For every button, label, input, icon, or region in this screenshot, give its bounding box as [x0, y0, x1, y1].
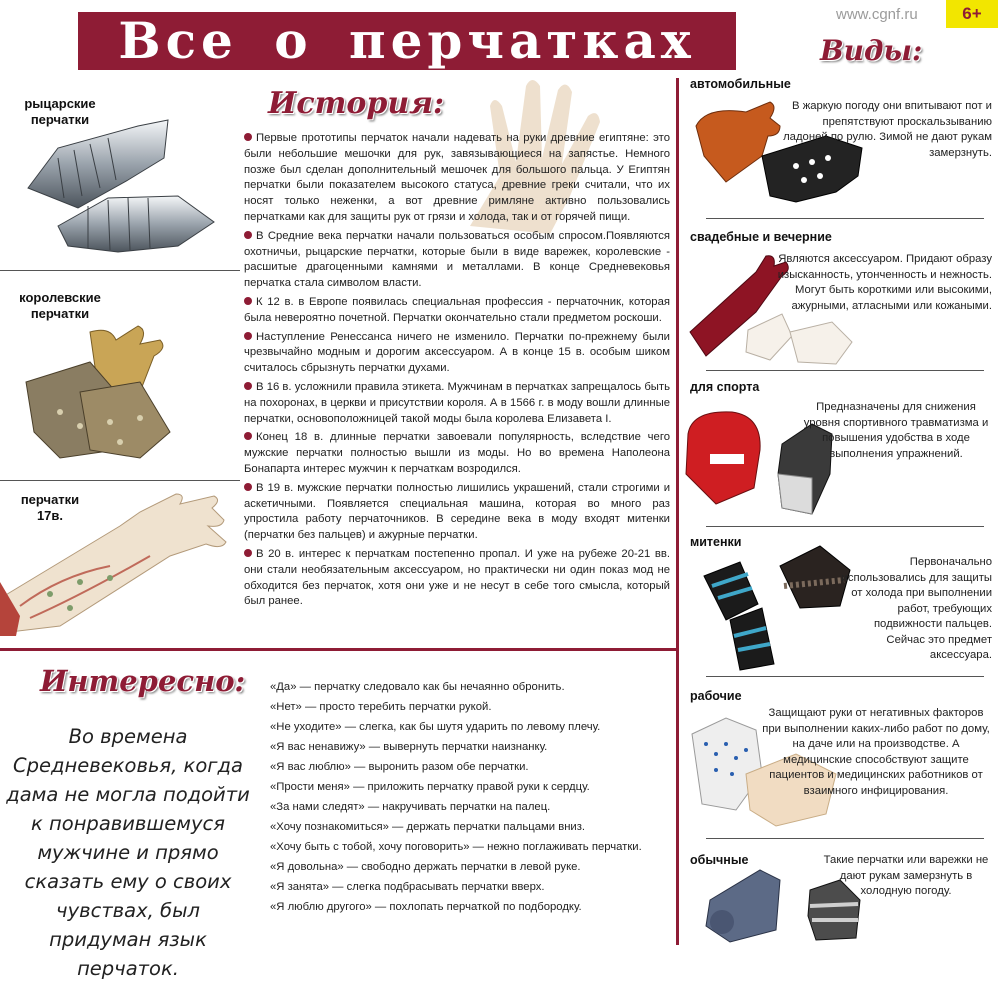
type-desc-regular: Такие перчатки или варежки не дают рукам замерзнуть в холодную погоду.: [823, 854, 989, 897]
glove-language-list: [270, 677, 668, 917]
type-divider: [706, 676, 984, 677]
list-item: «Хочу быть с тобой, хочу поговорить» — нежно поглаживать перчатки.: [270, 841, 642, 853]
interesting-lead: Во времена Средневековья, когда дама не могла подойти к понравившемуся мужчине и прямо сказать ему о своих чувствах, был придуман язык перчаток.: [6, 725, 250, 980]
bullet-icon: [244, 297, 252, 305]
history-paragraph: Конец 18 в. длинные перчатки завоевали популярность, вследствие чего мужские перчатки полностью вышли из моды. Но во времена Наполеона Бонапарта интерес мужчин к перчаткам возродился.: [244, 431, 670, 475]
type-title-sport: для спорта: [690, 380, 760, 394]
types-heading: Виды:: [820, 34, 923, 67]
type-title-work: рабочие: [690, 689, 742, 703]
history-heading: История:: [268, 86, 445, 121]
bullet-icon: [244, 382, 252, 390]
age-rating-badge: 6+: [946, 0, 998, 28]
list-item: «Не уходите» — слегка, как бы шутя ударить по левому плечу.: [270, 721, 601, 733]
knight-gloves-image: [18, 118, 218, 256]
list-item: «Прости меня» — приложить перчатку правой руки к сердцу.: [270, 781, 590, 793]
type-title-mittens: митенки: [690, 535, 742, 549]
royal-gloves-image: [20, 322, 180, 462]
type-desc-automotive: В жаркую погоду они впитывают пот и препятствуют проскальзыванию ладоней по рулю. Зимой не дают рукам замерзнуть.: [783, 100, 992, 159]
type-divider: [706, 526, 984, 527]
bullet-icon: [244, 231, 252, 239]
list-item: «Я занята» — слегка подбрасывать перчатки вверх.: [270, 881, 545, 893]
bullet-icon: [244, 549, 252, 557]
history-text: [244, 131, 670, 613]
list-item: «Я довольна» — свободно держать перчатки в левой руке.: [270, 861, 581, 873]
site-url[interactable]: www.cgnf.ru: [836, 6, 918, 23]
list-item: «Я вас люблю» — выронить разом обе перчатки.: [270, 761, 529, 773]
type-title-regular: обычные: [690, 853, 749, 867]
type-desc-wedding: Являются аксессуаром. Придают образу изысканность, утонченность и нежность. Могут быть короткими или высокими, ажурными, атласными или кожаными.: [777, 253, 992, 312]
type-divider: [706, 838, 984, 839]
type-title-wedding: свадебные и вечерние: [690, 230, 832, 244]
type-title-automotive: автомобильные: [690, 77, 791, 91]
history-paragraph: В Средние века перчатки начали пользоваться особым спросом.Появляются охотничьи, рыцарские перчатки, которые были в виде варежек, королевские - расшитые драгоценными камнями и металлами. В конце Средневековья перчатка стала символом власти.: [244, 229, 670, 290]
history-paragraph: Наступление Ренессанса ничего не изменило. Перчатки по-прежнему были чрезвычайно модным и дорогим аксессуаром. А в конце 15 в. особым шиком считалось сбрызнуть перчатки духами.: [244, 330, 670, 375]
column-divider: [676, 78, 679, 945]
section-divider: [0, 648, 676, 651]
history-paragraph: В 20 в. интерес к перчаткам постепенно пропал. И уже на рубеже 20-21 вв. они стали необязательным аксессуаром, но практически ни один показ мод не обходится без перчаток, хотя они уже и не несут в себе того смысла, который был ранее.: [244, 547, 670, 608]
type-divider: [706, 218, 984, 219]
page-title: Все о перчатках: [78, 12, 736, 70]
type-divider: [706, 370, 984, 371]
list-item: «Я вас ненавижу» — вывернуть перчатки наизнанку.: [270, 741, 548, 753]
list-item: «Я люблю другого» — похлопать перчаткой по подбородку.: [270, 901, 582, 913]
type-desc-mittens: Первоначально использовались для защиты от холода при выполнении работ, требующих подвижности пальцев. Сейчас это предмет аксессуара.: [841, 556, 992, 661]
type-desc-work: Защищают руки от негативных факторов при выполнении каких-либо работ по дому, на даче или на производстве. А медицинские способствуют защите пациентов и медицинских работников от взаимного инфицирования.: [762, 707, 990, 797]
royal-gloves-label: королевские перчатки: [19, 290, 101, 321]
gallery-divider: [0, 270, 240, 271]
list-item: «Хочу познакомиться» — держать перчатки пальцами вниз.: [270, 821, 586, 833]
gloves-17th-century-label: перчатки 17в.: [20, 492, 80, 523]
list-item: «За нами следят» — накручивать перчатки на палец.: [270, 801, 551, 813]
bullet-icon: [244, 483, 252, 491]
bullet-icon: [244, 133, 252, 141]
interesting-heading: Интересно:: [40, 664, 246, 698]
type-desc-sport: Предназначены для снижения уровня спортивного травматизма и повышения удобства в ходе выполнения упражнений.: [803, 401, 989, 460]
history-paragraph: В 16 в. усложнили правила этикета. Мужчинам в перчатках запрещалось быть на похоронах, в церкви и присутствии короля. А в 1566 г. в моду вошли длинные перчатки, основоположницей такой моды была королева Елизавета I.: [244, 380, 670, 425]
history-paragraph: В 19 в. мужские перчатки полностью лишились украшений, стали строгими и аскетичными. Появляется специальная машина, которая во много раз упростила работу перчаточников. В середине века в моду входят митенки (перчатки без пальцев) и ажурные перчатки.: [244, 481, 670, 542]
knight-gloves-label: рыцарские перчатки: [24, 96, 96, 127]
gallery-divider: [0, 480, 240, 481]
bullet-icon: [244, 332, 252, 340]
gloves-17th-century-image: [0, 486, 230, 636]
history-paragraph: Первые прототипы перчаток начали надевать на руки древние египтяне: это были небольшие мешочки для рук, завязывающиеся на запястье. Немного позже был сделан дополнительный мешочек для большого пальца. У Египтян перчатки были показателем высокого статуса, древние греки считали, что их носят только неженки, а вот древние римляне активно пользовались перчатками как для защиты рук от грязи и холода, так и от горячей пищи.: [244, 132, 670, 223]
bullet-icon: [244, 432, 252, 440]
list-item: «Да» — перчатку следовало как бы нечаянно обронить.: [270, 681, 565, 693]
history-paragraph: К 12 в. в Европе появилась специальная профессия - перчаточник, которая была невероятно почетной. Перчатки окончательно стали предметом роскоши.: [244, 295, 670, 324]
list-item: «Нет» — просто теребить перчатки рукой.: [270, 701, 492, 713]
